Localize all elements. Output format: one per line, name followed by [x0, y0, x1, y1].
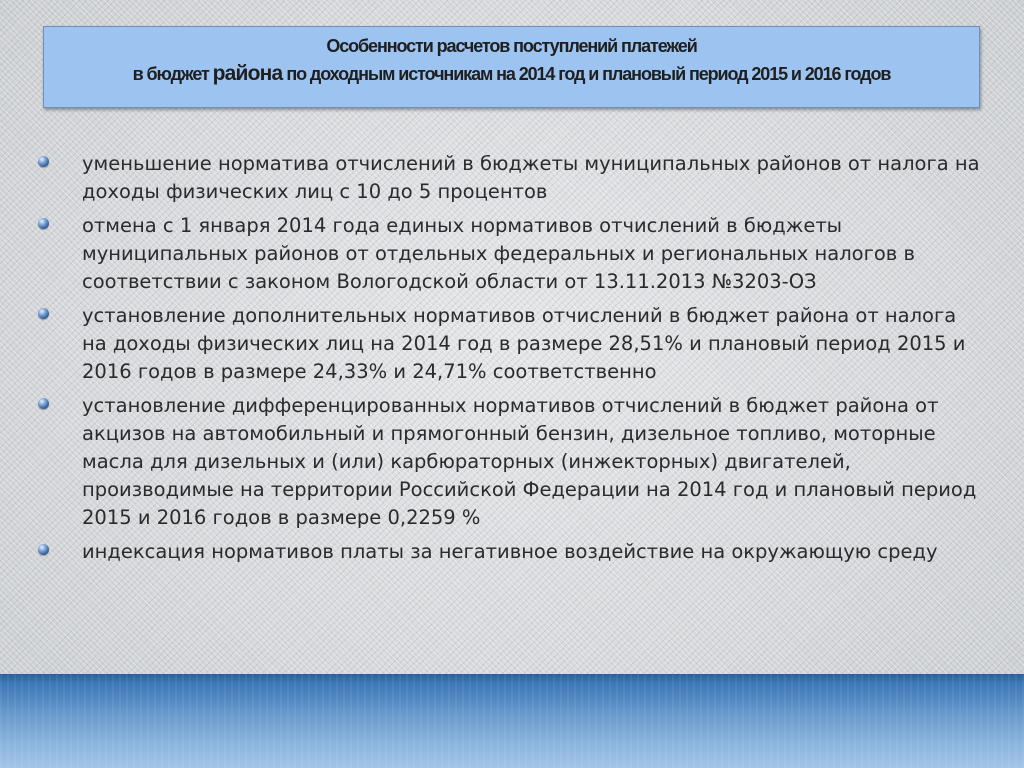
list-item [34, 212, 984, 296]
sphere-bullet-icon [38, 398, 49, 409]
list-item-text: индексация нормативов платы за негативное воздействие на окружающую среду [82, 540, 938, 563]
title-line-2-part1: в бюджет [132, 64, 213, 84]
bottom-band-texture [0, 674, 1024, 768]
list-item [34, 538, 984, 566]
list-item-text: установление дополнительных нормативов отчислений в бюджет района от налога на доходы физических лиц на 2014 год в размере 28,51% и плановый период 2015 и 2016 годов в размере 24,33% и 24,71% соответственно [82, 304, 966, 383]
sphere-bullet-icon [38, 308, 49, 319]
list-item-text: установление дифференцированных нормативов отчислений в бюджет района от акцизов на автомобильный и прямогонный бензин, дизельное топливо, моторные масла для дизельных и (или) карбюраторных (инжекторных) двигателей, производимые на территории Российской Федерации на 2014 год и плановый период 2015 и 2016 годов в размере 0,2259 % [82, 394, 977, 529]
bottom-decorative-band [0, 674, 1024, 768]
list-item [34, 302, 984, 386]
title-line-2 [133, 60, 891, 88]
title-line-2-emphasis: района [212, 62, 283, 85]
title-line-1: Особенности расчетов поступлений платежей [326, 36, 697, 56]
title-box [43, 26, 980, 108]
list-item [34, 392, 984, 532]
sphere-bullet-icon [38, 218, 49, 229]
list-item [34, 150, 984, 206]
list-item-text: отмена с 1 января 2014 года единых нормативов отчислений в бюджеты муниципальных районов от отдельных федеральных и региональных налогов в соответствии с законом Вологодской области от 13.11.2013 №3203-ОЗ [82, 214, 915, 293]
bullet-list [34, 150, 984, 572]
sphere-bullet-icon [38, 156, 49, 167]
sphere-bullet-icon [38, 544, 49, 555]
title-line-2-part2: по доходным источникам на 2014 год и плановый период 2015 и 2016 годов [282, 64, 891, 84]
list-item-text: уменьшение норматива отчислений в бюджеты муниципальных районов от налога на доходы физических лиц с 10 до 5 процентов [82, 152, 980, 203]
